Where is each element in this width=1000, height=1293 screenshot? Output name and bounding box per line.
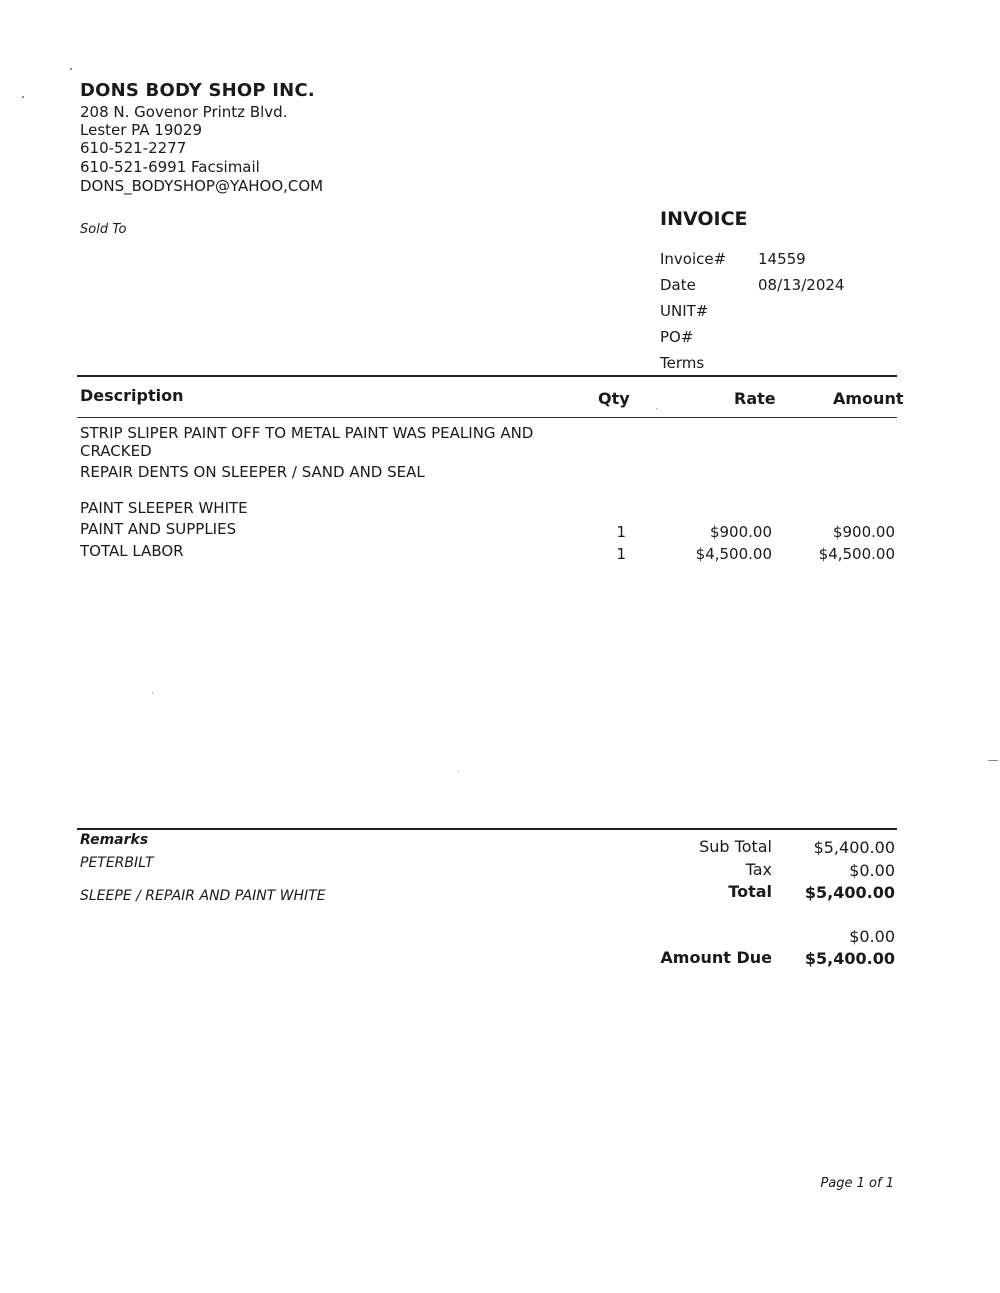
amount-due-value: $5,400.00: [804, 949, 895, 968]
amount-header: Amount: [833, 389, 904, 408]
sold-to-label: Sold To: [80, 222, 127, 237]
company-phone: 610-521-2277: [80, 139, 187, 157]
table-top-rule: [77, 375, 897, 377]
company-address-line: Lester PA 19029: [80, 121, 203, 139]
unit-label: UNIT#: [660, 302, 709, 320]
company-fax: 610-521-6991 Facsimail: [80, 158, 260, 176]
invoice-date-value: 08/13/2024: [758, 276, 845, 294]
subtotal-label: Sub Total: [699, 837, 772, 856]
description-header: Description: [80, 386, 184, 405]
payments-value: $0.00: [849, 927, 895, 946]
company-address-line: 208 N. Govenor Printz Blvd.: [80, 103, 288, 121]
remark-line: PETERBILT: [80, 855, 154, 871]
total-value: $5,400.00: [804, 883, 895, 902]
tax-label: Tax: [745, 860, 772, 879]
invoice-number-value: 14559: [758, 250, 806, 268]
line-item-rate: $4,500.00: [695, 545, 772, 563]
line-item-amount: $4,500.00: [818, 545, 895, 563]
line-item-description: PAINT SLEEPER WHITE: [80, 499, 248, 517]
company-email: DONS_BODYSHOP@YAHOO,COM: [80, 177, 324, 195]
line-item-description: PAINT AND SUPPLIES: [80, 520, 237, 538]
total-label: Total: [728, 882, 772, 901]
rate-header: Rate: [734, 389, 776, 408]
invoice-date-label: Date: [660, 276, 696, 294]
line-item-description: TOTAL LABOR: [80, 542, 184, 560]
qty-header: Qty: [598, 389, 630, 408]
scan-speck: [152, 692, 153, 693]
scan-speck: [656, 408, 657, 409]
amount-due-label: Amount Due: [660, 948, 772, 967]
company-name: DONS BODY SHOP INC.: [80, 80, 315, 101]
remark-line: SLEEPE / REPAIR AND PAINT WHITE: [80, 888, 326, 904]
line-item-rate: $900.00: [709, 523, 772, 541]
invoice-number-label: Invoice#: [660, 250, 727, 268]
line-item-qty: 1: [616, 545, 626, 563]
remarks-label: Remarks: [80, 832, 149, 848]
page-number: Page 1 of 1: [820, 1176, 894, 1191]
terms-label: Terms: [660, 354, 705, 372]
line-item-description: STRIP SLIPER PAINT OFF TO METAL PAINT WAS PEALING AND CRACKED: [80, 424, 534, 460]
tax-value: $0.00: [849, 861, 895, 880]
po-label: PO#: [660, 328, 694, 346]
totals-top-rule: [77, 828, 897, 830]
line-item-amount: $900.00: [832, 523, 895, 541]
invoice-title: INVOICE: [660, 208, 748, 230]
line-item-qty: 1: [616, 523, 626, 541]
subtotal-value: $5,400.00: [813, 838, 895, 857]
scan-speck: [70, 68, 72, 70]
scan-speck: [22, 96, 24, 98]
table-header-rule: [77, 417, 897, 418]
scan-speck: [458, 771, 459, 772]
line-item-description: REPAIR DENTS ON SLEEPER / SAND AND SEAL: [80, 463, 425, 481]
scan-mark: [988, 760, 998, 761]
